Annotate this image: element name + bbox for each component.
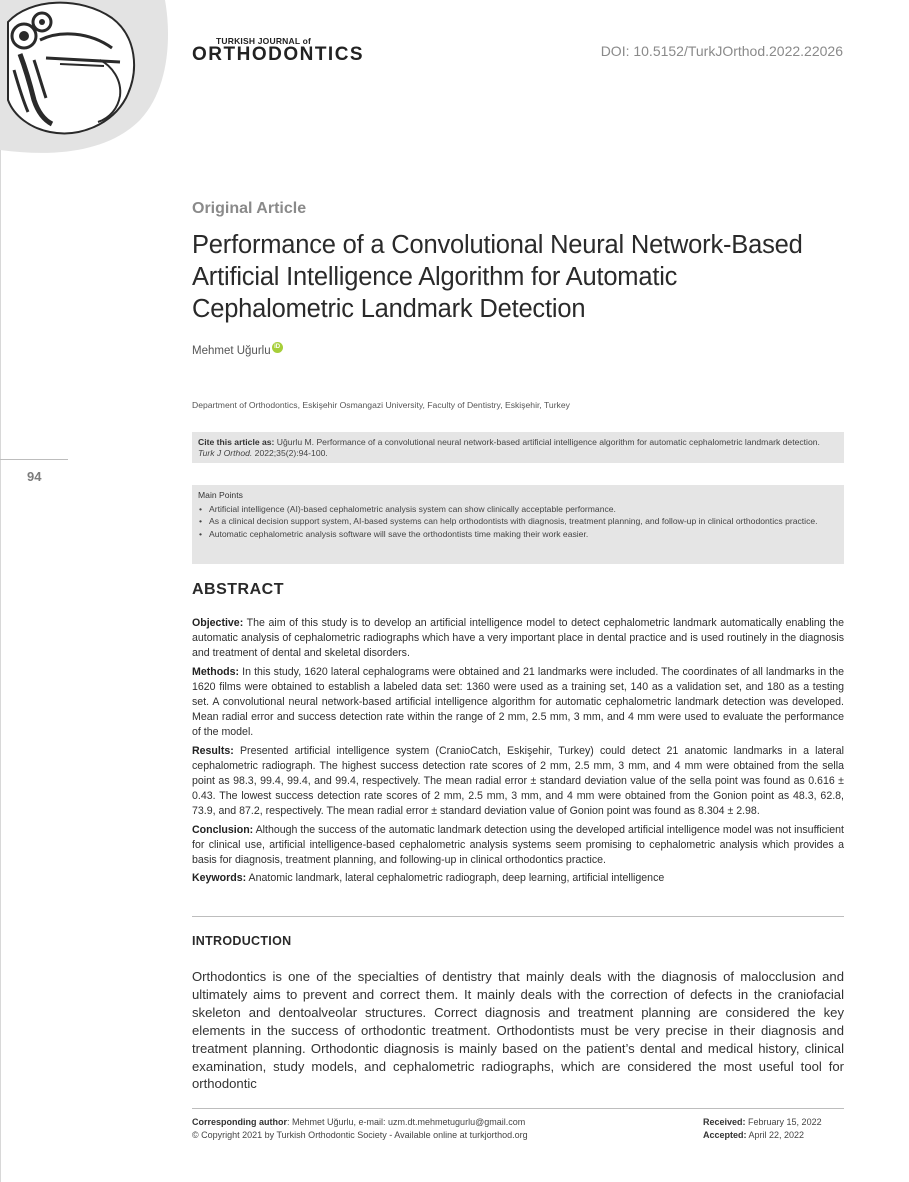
objective-text: The aim of this study is to develop an artificial intelligence model to detect cephalometric landmark automatically enabling the automatic analysis of cephalometric radiographs which have a very important place in dental practice and is used routinely in the diagnosis and treatment of dental and skeletal disorders. bbox=[192, 617, 844, 660]
author-line bbox=[192, 345, 844, 357]
journal-emblem-icon bbox=[0, 0, 175, 160]
affiliation: Department of Orthodontics, Eskişehir Osmangazi University, Faculty of Dentistry, Eskişehir, Turkey bbox=[192, 400, 570, 410]
section-divider bbox=[192, 916, 844, 917]
received-label: Received: bbox=[703, 1117, 746, 1127]
copyright: © Copyright 2021 by Turkish Orthodontic Society - Available online at turkjorthod.org bbox=[192, 1130, 528, 1140]
abstract-methods bbox=[192, 665, 844, 741]
footer-left bbox=[192, 1116, 528, 1142]
page-number-rule bbox=[0, 459, 68, 460]
journal-name-small: TURKISH JOURNAL of bbox=[216, 36, 312, 46]
abstract-conclusion bbox=[192, 823, 844, 869]
corresponding-author bbox=[192, 1116, 528, 1129]
abstract-body bbox=[192, 616, 844, 889]
main-point-item: • Automatic cephalometric analysis software will save the orthodontists time making their work easier. bbox=[209, 528, 838, 541]
citation-volume: 2022;35(2):94-100. bbox=[252, 448, 328, 458]
main-points-box bbox=[192, 485, 844, 564]
conclusion-text: Although the success of the automatic landmark detection using the developed artificial intelligence model was not insufficient for clinical use, artificial intelligence-based cephalometric analysis systems seem promising to cephalometric analysis which provides a basis for diagnosis, treatment planning, and following-up in clinical orthodontics practice. bbox=[192, 823, 844, 867]
article-type: Original Article bbox=[192, 200, 307, 217]
page-number: 94 bbox=[27, 469, 42, 484]
corresponding-text: : Mehmet Uğurlu, e-mail: uzm.dt.mehmetugurlu@gmail.com bbox=[287, 1117, 526, 1127]
introduction-text: Orthodontics is one of the specialties of dentistry that mainly deals with the diagnosis of malocclusion and ultimately aims to prevent and correct them. It mainly deals with the correction of defects in the craniofacial skeleton and dentoalveolar structures. Correct diagnosis and treatment planning are considered the key elements in the success of orthodontic treatment. Orthodontists must be very precise in their diagnosis and treatment planning. Orthodontic diagnosis is mainly based on the patient’s dental and medical history, clinical examination, study models, and cephalometric radiographs, which are considered the most useful tool for orthodontic bbox=[192, 969, 844, 1092]
methods-label: Methods: bbox=[192, 665, 240, 678]
abstract-objective bbox=[192, 616, 844, 662]
introduction-heading: INTRODUCTION bbox=[192, 934, 292, 948]
main-points-title: Main Points bbox=[198, 490, 243, 500]
doi: DOI: 10.5152/TurkJOrthod.2022.22026 bbox=[600, 43, 843, 59]
received-value: February 15, 2022 bbox=[745, 1117, 822, 1127]
page-left-edge bbox=[0, 0, 1, 1182]
main-point-item: • As a clinical decision support system, AI-based systems can help orthodontists with diagnosis, treatment planning, and follow-up in clinical orthodontics practice. bbox=[209, 515, 838, 528]
journal-name: ORTHODONTICS bbox=[192, 44, 365, 65]
accepted-value: April 22, 2022 bbox=[746, 1130, 805, 1140]
accepted-label: Accepted: bbox=[703, 1130, 747, 1140]
author-name: Mehmet Uğurlu bbox=[192, 345, 271, 357]
citation-journal: Turk J Orthod. bbox=[198, 448, 253, 458]
main-points-list bbox=[198, 503, 838, 541]
citation-label: Cite this article as: bbox=[198, 437, 275, 447]
orcid-icon[interactable]: iD bbox=[272, 342, 283, 353]
accepted-date bbox=[703, 1129, 822, 1142]
main-point-item: • Artificial intelligence (AI)-based cephalometric analysis system can show clinically acceptable performance. bbox=[209, 503, 838, 516]
results-label: Results: bbox=[192, 744, 234, 757]
footer-divider bbox=[192, 1108, 844, 1109]
corresponding-label: Corresponding author bbox=[192, 1117, 287, 1127]
keywords-text: Anatomic landmark, lateral cephalometric radiograph, deep learning, artificial intelligence bbox=[246, 872, 665, 885]
article-title: Performance of a Convolutional Neural Network-Based Artificial Intelligence Algorithm for Automatic Cephalometric Landmark Detection bbox=[192, 231, 803, 323]
abstract-results bbox=[192, 744, 844, 820]
objective-label: Objective: bbox=[192, 617, 244, 629]
received-date bbox=[703, 1116, 822, 1129]
citation-text: Uğurlu M. Performance of a convolutional neural network-based artificial intelligence algorithm for automatic cephalometric landmark detection. bbox=[274, 437, 820, 447]
keywords-label: Keywords: bbox=[192, 872, 247, 885]
footer-dates bbox=[703, 1116, 822, 1142]
citation-box bbox=[192, 432, 844, 463]
abstract-heading: ABSTRACT bbox=[192, 581, 284, 598]
conclusion-label: Conclusion: bbox=[192, 823, 254, 836]
results-text: Presented artificial intelligence system (CranioCatch, Eskişehir, Turkey) could detect 21 anatomic landmarks in a lateral cephalometric radiograph. The highest success detection rate scores of 2 mm, 2.5 mm, 3 mm, and 4 mm were obtained from the sella point as 98.3, 99.4, 99.4, and 99.4, respectively. The mean radial error ± standard deviation value of the sella point was found as 0.616 ± 0.43. The lowest success detection rate scores of 2 mm, 2.5 mm, 3 mm, and 4 mm were obtained from the Gonion point as 48.3, 62.8, 73.9, and 87.2, respectively. The mean radial error ± standard deviation value of Gonion point was found as 8.304 ± 2.98. bbox=[192, 744, 844, 818]
methods-text: In this study, 1620 lateral cephalograms were obtained and 21 landmarks were included. The coordinates of all landmarks in the 1620 films were obtained to establish a labeled data set: 1360 were used as a training set, 140 as a validation set, and 180 as a testing set. A convolutional neural network-based artificial intelligence algorithm for automatic cephalometric landmark detection was developed. Mean radial error and success detection rate within the range of 2 mm, 2.5 mm, 3 mm, and 4 mm were used to evaluate the performance of the model. bbox=[192, 665, 844, 739]
abstract-keywords bbox=[192, 871, 844, 886]
